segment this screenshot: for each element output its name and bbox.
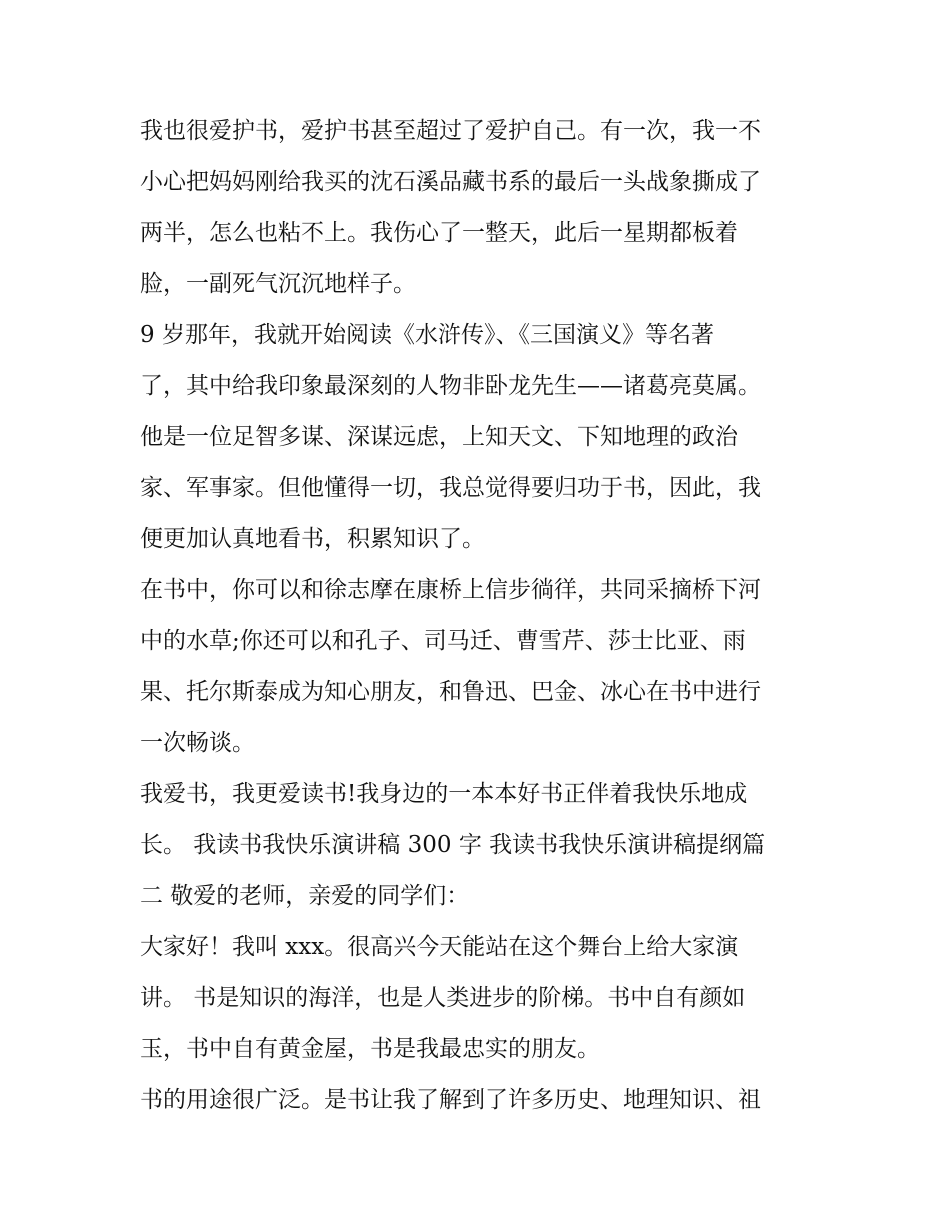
document-body	[140, 106, 820, 1126]
text-line: 中的水草;你还可以和孔子、司马迁、曹雪芹、莎士比亚、雨	[140, 628, 746, 654]
text-line: 我爱书，我更爱读书!我身边的一本本好书正伴着我快乐地成	[140, 781, 748, 807]
text-line: 了，其中给我印象最深刻的人物非卧龙先生——诸葛亮莫属。	[140, 373, 761, 399]
text-line: 玉，书中自有黄金屋，书是我最忠实的朋友。	[140, 1036, 600, 1062]
text-line: 我也很爱护书，爱护书甚至超过了爱护自己。有一次，我一不	[140, 118, 761, 144]
text-line: 长。 我读书我快乐演讲稿 300 字 我读书我快乐演讲稿提纲篇	[140, 832, 766, 858]
text-line: 便更加认真地看书，积累知识了。	[140, 526, 485, 552]
text-line: 小心把妈妈刚给我买的沈石溪品藏书系的最后一头战象撕成了	[140, 169, 761, 195]
text-line: 9 岁那年，我就开始阅读《水浒传》、《三国演义》等名著	[140, 322, 714, 348]
text-line: 脸，一副死气沉沉地样子。	[140, 271, 416, 297]
text-line: 一次畅谈。	[140, 730, 255, 756]
text-line: 大家好！我叫 xxx。很高兴今天能站在这个舞台上给大家演	[140, 934, 739, 960]
text-line: 家、军事家。但他懂得一切，我总觉得要归功于书，因此，我	[140, 475, 761, 501]
text-line: 在书中，你可以和徐志摩在康桥上信步徜徉，共同采摘桥下河	[140, 577, 761, 603]
text-line: 书的用途很广泛。是书让我了解到了许多历史、地理知识、祖	[140, 1087, 761, 1113]
text-line: 二 敬爱的老师，亲爱的同学们：	[140, 883, 470, 909]
text-line: 讲。 书是知识的海洋，也是人类进步的阶梯。书中自有颜如	[140, 985, 746, 1011]
text-line: 果、托尔斯泰成为知心朋友，和鲁迅、巴金、冰心在书中进行	[140, 679, 761, 705]
text-line: 他是一位足智多谋、深谋远虑，上知天文、下知地理的政治	[140, 424, 738, 450]
text-line: 两半，怎么也粘不上。我伤心了一整天，此后一星期都板着	[140, 220, 738, 246]
